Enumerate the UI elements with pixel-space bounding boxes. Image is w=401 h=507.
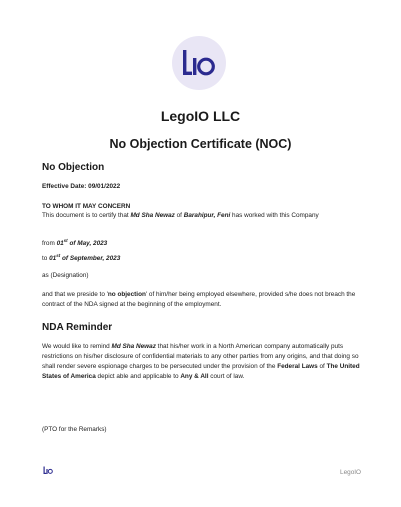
effective-date: Effective Date: 09/01/2022 [42,183,121,190]
no-objection-paragraph: and that we preside to 'no objection' of him/her being employed elsewhere, provided s/he does not breach the contract of the NDA signed at the beginning of the employment. [42,291,356,308]
nda-paragraph: We would like to remind Md Sha Newaz that his/her work in a North American company automatically puts restrictions on his/her disclosure of confidential materials to any other parties from any origins, and that doing so shall render severe espionage charges to be persecuted under the provision of the Federal Laws of The United States of America depict able and applicable to Any & All court of law. [42,343,360,380]
to-whom-it-may-concern: TO WHOM IT MAY CONCERN [42,203,131,210]
lio-logo-icon [172,36,226,90]
to-date: to 01st of September, 2023 [42,252,121,262]
section-heading-no-objection: No Objection [42,162,105,173]
from-date: from 01st of May, 2023 [42,237,108,247]
designation: as (Designation) [42,272,89,279]
section-heading-nda-reminder: NDA Reminder [42,322,113,333]
company-name: LegoIO LLC [160,108,241,124]
company-logo [172,36,226,90]
footer-brand: LegoIO [340,469,361,476]
pto-note: (PTO for the Remarks) [42,426,107,433]
certify-paragraph: This document is to certify that Md Sha Newaz of Barahipur, Feni has worked with this Company [42,212,319,219]
document-title: No Objection Certificate (NOC) [109,137,292,151]
footer-logo-icon [43,466,53,475]
